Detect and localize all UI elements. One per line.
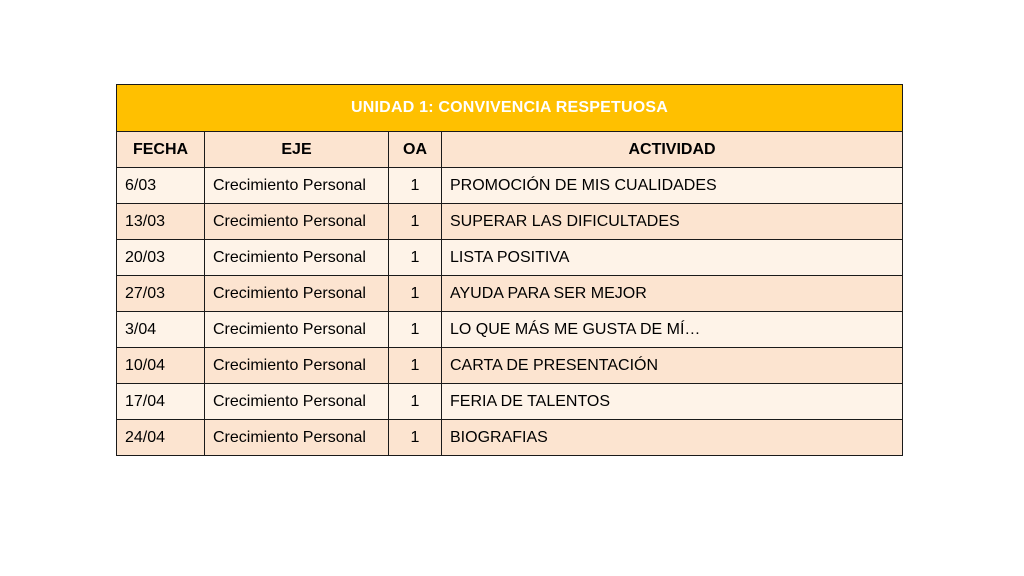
header-row xyxy=(117,132,903,168)
cell-eje: Crecimiento Personal xyxy=(205,384,389,420)
cell-oa: 1 xyxy=(389,420,442,456)
header-actividad: ACTIVIDAD xyxy=(442,132,903,168)
cell-fecha: 3/04 xyxy=(117,312,205,348)
cell-eje: Crecimiento Personal xyxy=(205,240,389,276)
table-row xyxy=(117,276,903,312)
table-row xyxy=(117,420,903,456)
table-row xyxy=(117,168,903,204)
header-oa: OA xyxy=(389,132,442,168)
cell-eje: Crecimiento Personal xyxy=(205,420,389,456)
cell-eje: Crecimiento Personal xyxy=(205,204,389,240)
cell-fecha: 24/04 xyxy=(117,420,205,456)
cell-actividad: PROMOCIÓN DE MIS CUALIDADES xyxy=(442,168,903,204)
cell-oa: 1 xyxy=(389,312,442,348)
table-row xyxy=(117,348,903,384)
cell-oa: 1 xyxy=(389,240,442,276)
cell-fecha: 13/03 xyxy=(117,204,205,240)
cell-actividad: AYUDA PARA SER MEJOR xyxy=(442,276,903,312)
cell-eje: Crecimiento Personal xyxy=(205,276,389,312)
cell-fecha: 10/04 xyxy=(117,348,205,384)
table-title: UNIDAD 1: CONVIVENCIA RESPETUOSA xyxy=(117,85,903,132)
table-row xyxy=(117,384,903,420)
cell-eje: Crecimiento Personal xyxy=(205,168,389,204)
table-row xyxy=(117,204,903,240)
header-fecha: FECHA xyxy=(117,132,205,168)
cell-actividad: FERIA DE TALENTOS xyxy=(442,384,903,420)
cell-fecha: 6/03 xyxy=(117,168,205,204)
cell-actividad: LISTA POSITIVA xyxy=(442,240,903,276)
schedule-table xyxy=(116,84,903,456)
cell-oa: 1 xyxy=(389,276,442,312)
header-eje: EJE xyxy=(205,132,389,168)
cell-oa: 1 xyxy=(389,384,442,420)
cell-eje: Crecimiento Personal xyxy=(205,312,389,348)
cell-eje: Crecimiento Personal xyxy=(205,348,389,384)
cell-oa: 1 xyxy=(389,204,442,240)
cell-actividad: LO QUE MÁS ME GUSTA DE MÍ… xyxy=(442,312,903,348)
table-row xyxy=(117,312,903,348)
table-row xyxy=(117,240,903,276)
cell-actividad: BIOGRAFIAS xyxy=(442,420,903,456)
cell-oa: 1 xyxy=(389,168,442,204)
cell-fecha: 27/03 xyxy=(117,276,205,312)
title-row xyxy=(117,85,903,132)
cell-fecha: 20/03 xyxy=(117,240,205,276)
cell-fecha: 17/04 xyxy=(117,384,205,420)
cell-oa: 1 xyxy=(389,348,442,384)
cell-actividad: SUPERAR LAS DIFICULTADES xyxy=(442,204,903,240)
cell-actividad: CARTA DE PRESENTACIÓN xyxy=(442,348,903,384)
